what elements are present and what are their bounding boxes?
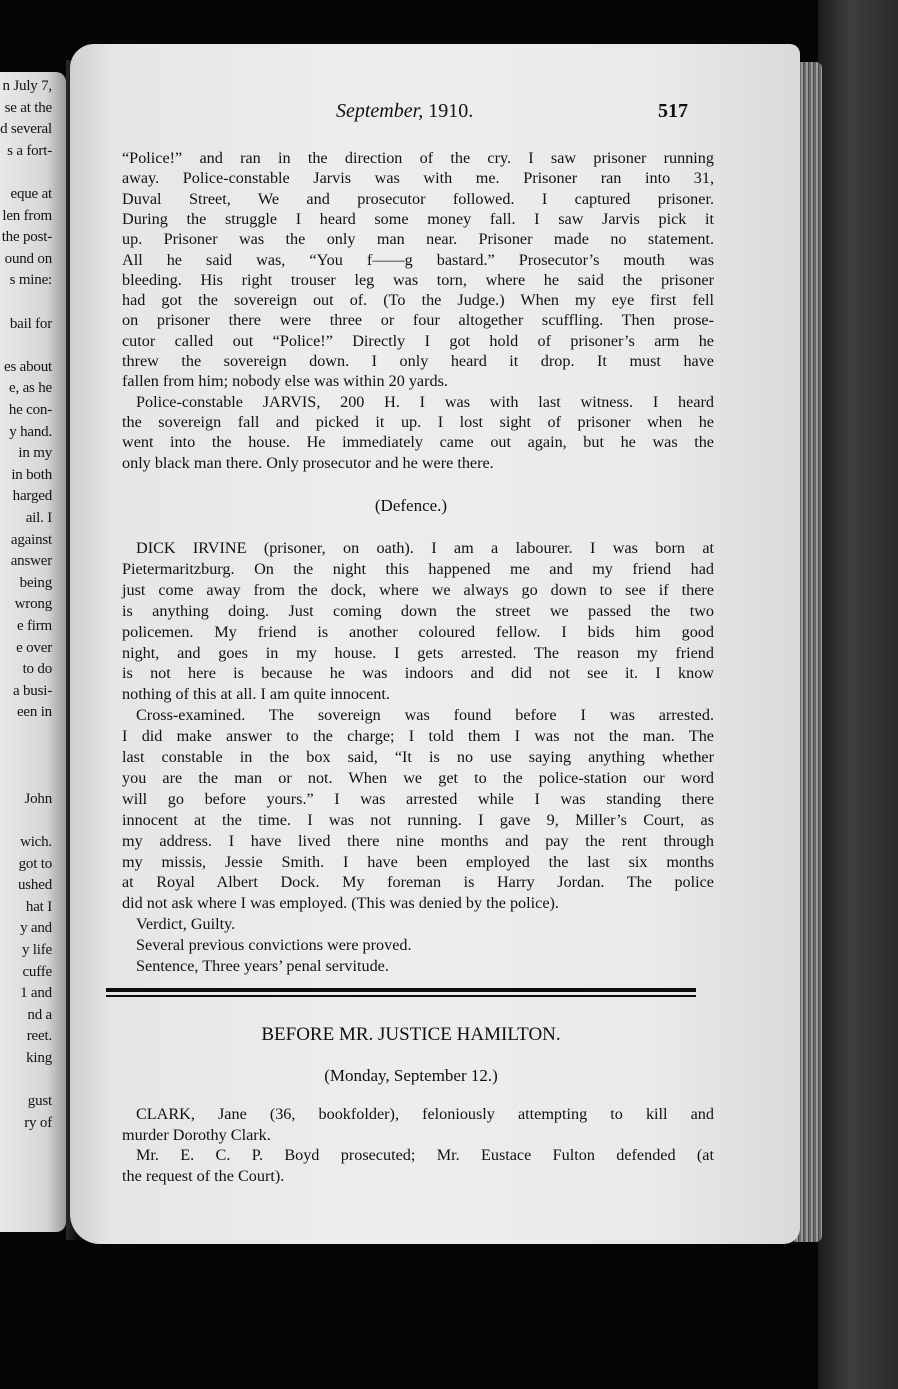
left-page-fragment: harged bbox=[12, 488, 52, 505]
left-page-fragment: in my bbox=[18, 445, 52, 462]
text-line: bleeding. His right trouser leg was torn, where he said the prisoner bbox=[122, 270, 714, 289]
left-page-fragment: John bbox=[24, 790, 52, 807]
text-line: on prisoner there were three or four altogether scuffling. Then prose- bbox=[122, 311, 714, 330]
text-line: my address. I have lived there nine months and pay the rent through bbox=[122, 831, 714, 850]
left-page-fragment: in both bbox=[11, 466, 52, 483]
left-page-fragment: answer bbox=[10, 553, 52, 570]
text-line: Duval Street, We and prosecutor followed. I captured prisoner. bbox=[122, 189, 714, 208]
left-page-fragment: he con- bbox=[8, 402, 52, 418]
running-year: 1910. bbox=[428, 100, 474, 122]
left-page-fragment: wich. bbox=[20, 834, 52, 850]
text-line: Several previous convictions were proved. bbox=[136, 936, 412, 955]
left-page-fragment: s mine: bbox=[9, 272, 52, 289]
text-line: just come away from the dock, where we always go down to see if there bbox=[122, 580, 714, 599]
defence-heading: (Defence.) bbox=[374, 496, 448, 515]
text-line: fallen from him; nobody else was within 20 yards. bbox=[122, 372, 448, 391]
left-page-fragment: s a fort- bbox=[7, 142, 52, 159]
left-page-fragment: y hand. bbox=[9, 423, 52, 440]
left-page-fragment: e firm bbox=[16, 618, 52, 634]
text-line: up. Prisoner was the only man near. Prisoner made no statement. bbox=[122, 230, 714, 249]
left-page-fragment: 1 and bbox=[20, 985, 52, 1002]
text-line: Cross-examined. The sovereign was found before I was arrested. bbox=[136, 706, 714, 725]
text-line: last constable in the box said, “It is no use saying anything whether bbox=[122, 748, 714, 766]
text-line: Mr. E. C. P. Boyd prosecuted; Mr. Eustace Fulton defended (at bbox=[136, 1146, 714, 1165]
book-cover-edge bbox=[818, 0, 898, 1389]
left-page-fragment: len from bbox=[2, 207, 52, 224]
text-line: away. Police-constable Jarvis was with me. Prisoner ran into 31, bbox=[122, 169, 714, 188]
left-page-fragment: ound on bbox=[4, 250, 52, 267]
text-line: night, and goes in my house. I gets arrested. The reason my friend bbox=[122, 643, 714, 662]
text-line: will go before yours.” I was arrested while I was standing there bbox=[122, 789, 714, 808]
running-title: September, bbox=[336, 100, 424, 122]
left-page-fragment: ry of bbox=[24, 1114, 52, 1131]
left-page-fragment: got to bbox=[18, 855, 52, 872]
left-page-fragment: nd a bbox=[27, 1006, 52, 1023]
text-line: Sentence, Three years’ penal servitude. bbox=[136, 957, 389, 975]
left-page-fragment: n July 7, bbox=[2, 78, 52, 94]
left-page-fragment: king bbox=[26, 1050, 52, 1066]
left-page-fragment: gust bbox=[27, 1093, 52, 1110]
text-line: is anything doing. Just coming down the street we passed the two bbox=[122, 601, 714, 620]
left-page-fragment: to do bbox=[22, 661, 52, 678]
text-line: Pietermaritzburg. On the night this happened me and my friend had bbox=[122, 559, 714, 578]
running-head bbox=[336, 100, 473, 123]
text-line: did not ask where I was employed. (This was denied by the police). bbox=[122, 894, 559, 913]
text-line: you are the man or not. When we get to the police-station our word bbox=[122, 768, 714, 787]
text-line: at Royal Albert Dock. My foreman is Harry Jordan. The police bbox=[122, 873, 714, 892]
text-line: cutor called out “Police!” Directly I got hold of prisoner’s arm he bbox=[122, 331, 714, 350]
left-page-fragment: eque at bbox=[10, 186, 52, 202]
left-page-fragment: reet. bbox=[26, 1028, 52, 1045]
text-line: “Police!” and ran in the direction of the cry. I saw prisoner running bbox=[122, 149, 714, 167]
page-number: 517 bbox=[658, 100, 688, 122]
text-line: During the struggle I heard some money fall. I saw Jarvis pick it bbox=[122, 209, 714, 228]
text-line: had got the sovereign out of. (To the Judge.) When my eye first fell bbox=[122, 291, 714, 310]
left-page-fragment: d several bbox=[0, 121, 52, 138]
text-line: nothing of this at all. I am quite innocent. bbox=[122, 685, 390, 704]
left-page-fragment: a busi- bbox=[12, 682, 52, 699]
text-line: Police-constable JARVIS, 200 H. I was with last witness. I heard bbox=[136, 392, 714, 411]
left-page-fragment: ail. I bbox=[25, 510, 52, 526]
text-line: CLARK, Jane (36, bookfolder), feloniously attempting to kill and bbox=[136, 1105, 714, 1123]
text-line: All he said was, “You f——g bastard.” Prosecutor’s mouth was bbox=[122, 250, 714, 269]
left-page-fragment: bail for bbox=[9, 315, 52, 332]
text-line: only black man there. Only prosecutor and he were there. bbox=[122, 453, 494, 472]
text-line: my missis, Jessie Smith. I have been employed the last six months bbox=[122, 852, 714, 871]
text-line: policemen. My friend is another coloured fellow. I bids him good bbox=[122, 622, 714, 641]
date-heading: (Monday, September 12.) bbox=[324, 1066, 498, 1085]
left-page-fragment: ushed bbox=[18, 877, 52, 894]
text-line: Verdict, Guilty. bbox=[136, 915, 236, 934]
court-heading: BEFORE MR. JUSTICE HAMILTON. bbox=[261, 1024, 561, 1045]
text-line: murder Dorothy Clark. bbox=[122, 1125, 271, 1144]
left-page-fragment: wrong bbox=[14, 596, 52, 613]
left-page-fragment: een in bbox=[16, 704, 52, 721]
text-line: I did make answer to the charge; I told them I was not the man. The bbox=[122, 727, 714, 746]
text-line: threw the sovereign down. I only heard it drop. It must have bbox=[122, 352, 714, 370]
left-page-fragment: se at the bbox=[4, 99, 52, 116]
left-page-fragment: y and bbox=[20, 920, 52, 937]
left-page-fragment: the post- bbox=[1, 229, 52, 246]
text-line: innocent at the time. I was not running. I gave 9, Miller’s Court, as bbox=[122, 810, 714, 829]
text-line: the request of the Court). bbox=[122, 1166, 285, 1185]
text-line: the sovereign fall and picked it up. I lost sight of prisoner when he bbox=[122, 412, 714, 431]
text-line: went into the house. He immediately came out again, but he was the bbox=[122, 433, 714, 452]
left-page-fragment: e over bbox=[16, 639, 52, 656]
left-page-fragment: es about bbox=[4, 358, 52, 375]
text-line: is not here is because he was indoors and did not see it. I know bbox=[122, 664, 714, 683]
left-facing-page bbox=[0, 72, 66, 1232]
left-page-fragment: against bbox=[10, 531, 52, 548]
left-page-fragment: hat I bbox=[25, 898, 52, 915]
left-page-fragment: being bbox=[19, 574, 52, 591]
section-rule-thin bbox=[106, 995, 696, 997]
left-page-fragment: cuffe bbox=[22, 963, 52, 980]
text-line: DICK IRVINE (prisoner, on oath). I am a labourer. I was born at bbox=[136, 539, 714, 557]
left-page-fragment: e, as he bbox=[9, 380, 52, 397]
left-page-fragment: y life bbox=[21, 942, 52, 958]
section-rule-thick bbox=[106, 988, 696, 992]
